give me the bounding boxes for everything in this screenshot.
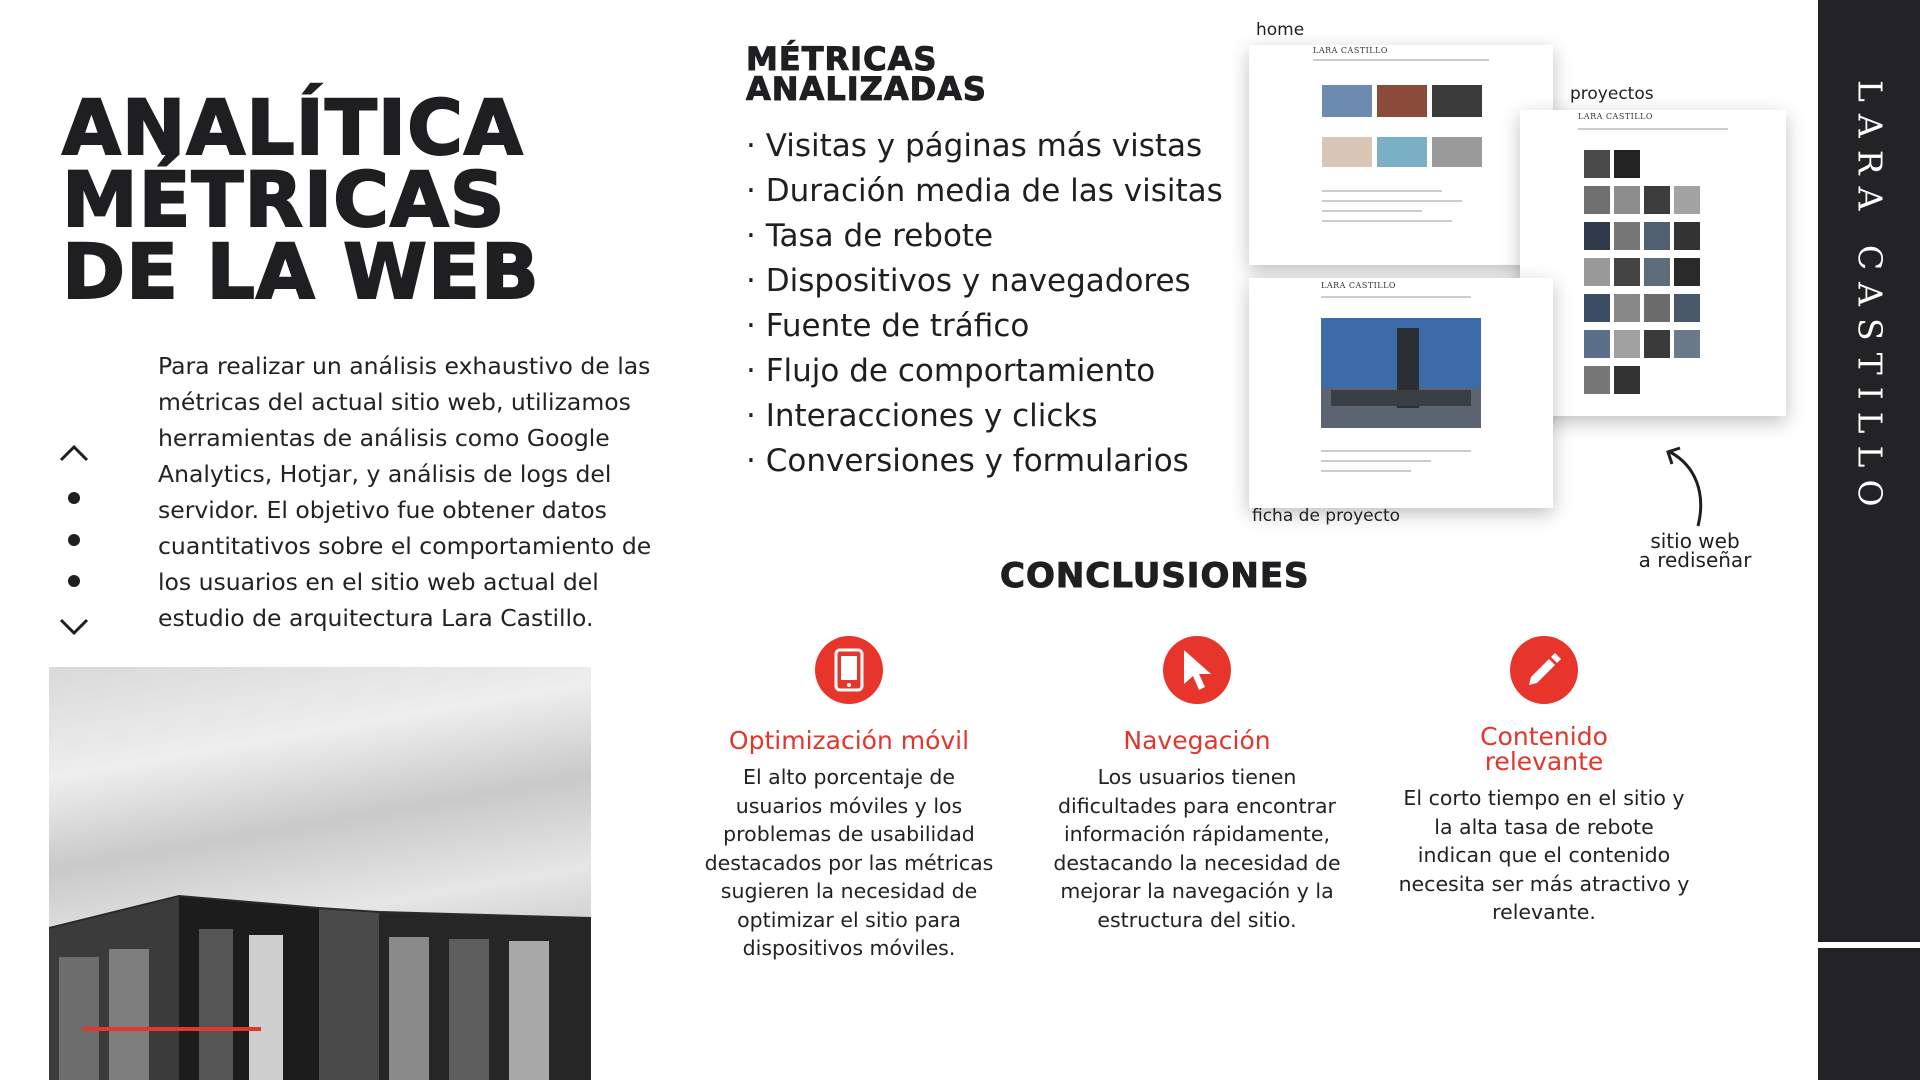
page-title	[62, 83, 702, 316]
pencil-icon	[1525, 651, 1563, 689]
mini-line	[1322, 210, 1422, 212]
projects-label: proyectos	[1570, 84, 1654, 104]
mini-line	[1322, 190, 1442, 192]
slide-dot[interactable]	[68, 575, 80, 587]
icon-circle	[1510, 636, 1578, 704]
mini-line	[1322, 220, 1452, 222]
home-screenshot	[1249, 45, 1553, 265]
cursor-icon	[1180, 648, 1214, 692]
conclusion-card	[699, 636, 999, 963]
list-item: · Conversiones y formularios	[746, 439, 1223, 484]
title-line: DE LA WEB	[62, 227, 540, 316]
list-item: · Interacciones y clicks	[746, 394, 1223, 439]
metrics-title-line: MÉTRICAS	[746, 40, 938, 78]
building-photo	[49, 667, 591, 1080]
mini-line	[1321, 450, 1471, 452]
list-item: · Fuente de tráfico	[746, 304, 1223, 349]
redesign-note	[1620, 529, 1770, 572]
note-line: a rediseñar	[1638, 548, 1752, 572]
card-text: El alto porcentaje de usuarios móviles y los problemas de usabilidad destacados por las métricas sugieren la necesidad de optimizar el sitio para dispositivos móviles.	[704, 765, 994, 960]
mini-nav	[1321, 296, 1471, 298]
card-title: Optimización móvil	[728, 726, 970, 755]
thumbnail	[1377, 137, 1427, 167]
chevron-up-icon[interactable]	[56, 438, 92, 468]
note-line: sitio web	[1650, 529, 1740, 553]
list-item: · Flujo de comportamiento	[746, 349, 1223, 394]
mini-line	[1321, 460, 1431, 462]
card-title: Navegación	[1123, 726, 1271, 755]
metrics-list	[746, 124, 1223, 484]
thumbnail	[1432, 85, 1482, 117]
metrics-title-line: ANALIZADAS	[746, 70, 987, 108]
mini-logo: LARA CASTILLO	[1321, 281, 1396, 290]
icon-circle	[815, 636, 883, 704]
conclusion-card	[1047, 636, 1347, 934]
list-item: · Tasa de rebote	[746, 214, 1223, 259]
icon-circle	[1163, 636, 1231, 704]
project-image	[1321, 318, 1481, 428]
brand-name: LARA CASTILLO	[1850, 80, 1890, 519]
list-item: · Dispositivos y navegadores	[746, 259, 1223, 304]
mini-logo: LARA CASTILLO	[1313, 46, 1388, 55]
mini-logo: LARA CASTILLO	[1578, 112, 1653, 121]
sidebar-divider	[1818, 942, 1920, 948]
card-text: Los usuarios tienen dificultades para encontrar información rápidamente, destacando la necesidad de mejorar la navegación y la estructura del sitio.	[1053, 765, 1341, 932]
home-label: home	[1256, 20, 1305, 40]
metrics-title	[746, 40, 987, 108]
mini-nav	[1313, 59, 1489, 61]
project-sheet-label: ficha de proyecto	[1252, 506, 1401, 526]
conclusions-title: CONCLUSIONES	[1000, 556, 1310, 596]
project-sheet-screenshot	[1249, 278, 1553, 508]
thumbnail	[1377, 85, 1427, 117]
chevron-down-icon[interactable]	[56, 612, 92, 642]
card-title-line: relevante	[1484, 747, 1604, 776]
thumbnail	[1322, 85, 1372, 117]
card-title-line: Contenido	[1480, 722, 1608, 751]
thumbnail	[1322, 137, 1372, 167]
card-text: El corto tiempo en el sitio y la alta tasa de rebote indican que el contenido necesita ser más atractivo y relevante.	[1398, 786, 1690, 924]
slide-dot[interactable]	[68, 534, 80, 546]
list-item: · Duración media de las visitas	[746, 169, 1223, 214]
projects-screenshot	[1520, 110, 1786, 416]
title-line: ANALÍTICA	[62, 83, 524, 172]
curved-arrow-icon	[1660, 444, 1710, 532]
title-line: MÉTRICAS	[62, 155, 506, 244]
smartphone-icon	[834, 648, 864, 692]
list-item: · Visitas y páginas más vistas	[746, 124, 1223, 169]
mini-line	[1322, 200, 1462, 202]
slide-dot[interactable]	[68, 492, 80, 504]
thumbnail	[1432, 137, 1482, 167]
conclusion-card	[1394, 636, 1694, 927]
intro-paragraph: Para realizar un análisis exhaustivo de las métricas del actual sitio web, utilizamos herramientas de análisis como Google Analytics, Hotjar, y análisis de logs del servidor. El objetivo fue obtener datos cuantitativos sobre el comportamiento de los usuarios en el sitio web actual del estudio de arquitectura Lara Castillo.	[158, 352, 652, 632]
mini-line	[1321, 470, 1411, 472]
project-grid	[1520, 110, 1786, 416]
brand-vertical	[1845, 80, 1895, 519]
card-title	[1394, 724, 1694, 774]
